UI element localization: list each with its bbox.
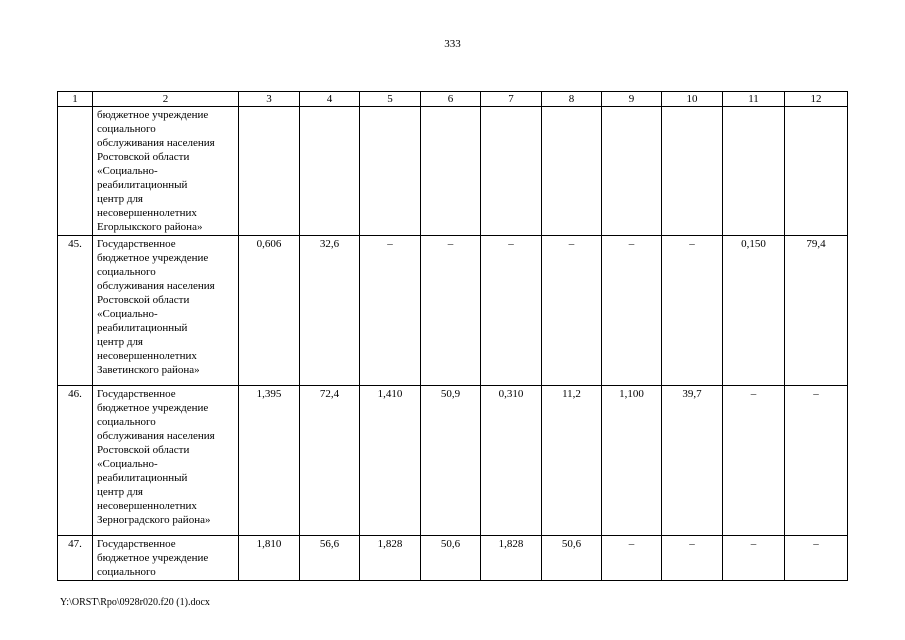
- value-cell: –: [421, 236, 481, 386]
- institution-name-line: социального: [97, 123, 156, 135]
- value-cell: [421, 107, 481, 236]
- value-cell: –: [723, 386, 785, 536]
- value-cell: [300, 107, 360, 236]
- institution-name-line: несовершеннолетних: [97, 500, 197, 512]
- value-cell: 1,410: [360, 386, 421, 536]
- table-row: [58, 236, 848, 386]
- value-cell: 11,2: [542, 386, 602, 536]
- value-cell: [662, 107, 723, 236]
- column-number-cell: 2: [93, 92, 239, 107]
- institution-name-line: Егорлыкского района»: [97, 221, 203, 233]
- value-cell: [542, 107, 602, 236]
- value-cell: 50,6: [421, 536, 481, 581]
- column-number-cell: 10: [662, 92, 723, 107]
- column-number-cell: 9: [602, 92, 662, 107]
- institution-name-line: Ростовской области: [97, 444, 190, 456]
- institution-name-line: реабилитационный: [97, 322, 188, 334]
- value-cell: 1,828: [481, 536, 542, 581]
- row-number-cell: 45.: [58, 236, 93, 386]
- value-cell: 1,100: [602, 386, 662, 536]
- institution-name-line: обслуживания населения: [97, 137, 215, 149]
- value-cell: 50,9: [421, 386, 481, 536]
- value-cell: 50,6: [542, 536, 602, 581]
- institution-name-line: социального: [97, 566, 156, 578]
- value-cell: –: [662, 536, 723, 581]
- table-row: [58, 536, 848, 581]
- value-cell: –: [602, 536, 662, 581]
- value-cell: 1,810: [239, 536, 300, 581]
- institution-name-cell: [93, 536, 239, 581]
- institution-name-line: центр для: [97, 336, 143, 348]
- institution-name-line: бюджетное учреждение: [97, 252, 209, 264]
- column-number-cell: 5: [360, 92, 421, 107]
- value-cell: 79,4: [785, 236, 848, 386]
- column-number-cell: 8: [542, 92, 602, 107]
- value-cell: [239, 107, 300, 236]
- page-number: 333: [444, 38, 461, 50]
- institution-name-line: несовершеннолетних: [97, 207, 197, 219]
- value-cell: –: [723, 536, 785, 581]
- institution-name-line: несовершеннолетних: [97, 350, 197, 362]
- institution-name-line: центр для: [97, 486, 143, 498]
- institution-name-line: «Социально-: [97, 308, 158, 320]
- value-cell: 1,828: [360, 536, 421, 581]
- value-cell: [360, 107, 421, 236]
- column-number-cell: 6: [421, 92, 481, 107]
- institution-name-line: бюджетное учреждение: [97, 552, 209, 564]
- value-cell: –: [481, 236, 542, 386]
- institution-name-line: Заветинского района»: [97, 364, 200, 376]
- value-cell: [481, 107, 542, 236]
- value-cell: –: [785, 536, 848, 581]
- institution-name-line: Ростовской области: [97, 294, 190, 306]
- institution-name-line: Государственное: [97, 388, 176, 400]
- institution-name-line: Ростовской области: [97, 151, 190, 163]
- institution-name-cell: [93, 107, 239, 236]
- value-cell: [723, 107, 785, 236]
- value-cell: [602, 107, 662, 236]
- institution-name-line: реабилитационный: [97, 472, 188, 484]
- column-number-cell: 7: [481, 92, 542, 107]
- column-number-cell: 12: [785, 92, 848, 107]
- value-cell: [785, 107, 848, 236]
- column-number-row: [58, 92, 848, 107]
- table-row: [58, 386, 848, 536]
- institution-name-line: Государственное: [97, 238, 176, 250]
- value-cell: 0,310: [481, 386, 542, 536]
- value-cell: 39,7: [662, 386, 723, 536]
- institution-name-cell: [93, 386, 239, 536]
- value-cell: 32,6: [300, 236, 360, 386]
- row-number-cell: 47.: [58, 536, 93, 581]
- value-cell: –: [602, 236, 662, 386]
- table-row: [58, 107, 848, 236]
- institution-name-line: обслуживания населения: [97, 280, 215, 292]
- institution-name-line: социального: [97, 266, 156, 278]
- row-number-cell: [58, 107, 93, 236]
- institution-name-cell: [93, 236, 239, 386]
- data-table: [57, 91, 848, 581]
- institution-name-line: бюджетное учреждение: [97, 402, 209, 414]
- value-cell: –: [785, 386, 848, 536]
- column-number-cell: 1: [58, 92, 93, 107]
- column-number-cell: 3: [239, 92, 300, 107]
- column-number-cell: 4: [300, 92, 360, 107]
- institution-name-line: центр для: [97, 193, 143, 205]
- value-cell: 0,150: [723, 236, 785, 386]
- value-cell: 56,6: [300, 536, 360, 581]
- value-cell: –: [360, 236, 421, 386]
- value-cell: 0,606: [239, 236, 300, 386]
- institution-name-line: бюджетное учреждение: [97, 109, 209, 121]
- institution-name-line: «Социально-: [97, 165, 158, 177]
- value-cell: 1,395: [239, 386, 300, 536]
- institution-name-line: Зерноградского района»: [97, 514, 211, 526]
- row-number-cell: 46.: [58, 386, 93, 536]
- institution-name-line: обслуживания населения: [97, 430, 215, 442]
- file-path-footer: Y:\ORST\Rpo\0928r020.f20 (1).docx: [60, 597, 210, 608]
- institution-name-line: реабилитационный: [97, 179, 188, 191]
- column-number-cell: 11: [723, 92, 785, 107]
- value-cell: 72,4: [300, 386, 360, 536]
- value-cell: –: [542, 236, 602, 386]
- value-cell: –: [662, 236, 723, 386]
- institution-name-line: социального: [97, 416, 156, 428]
- institution-name-line: «Социально-: [97, 458, 158, 470]
- institution-name-line: Государственное: [97, 538, 176, 550]
